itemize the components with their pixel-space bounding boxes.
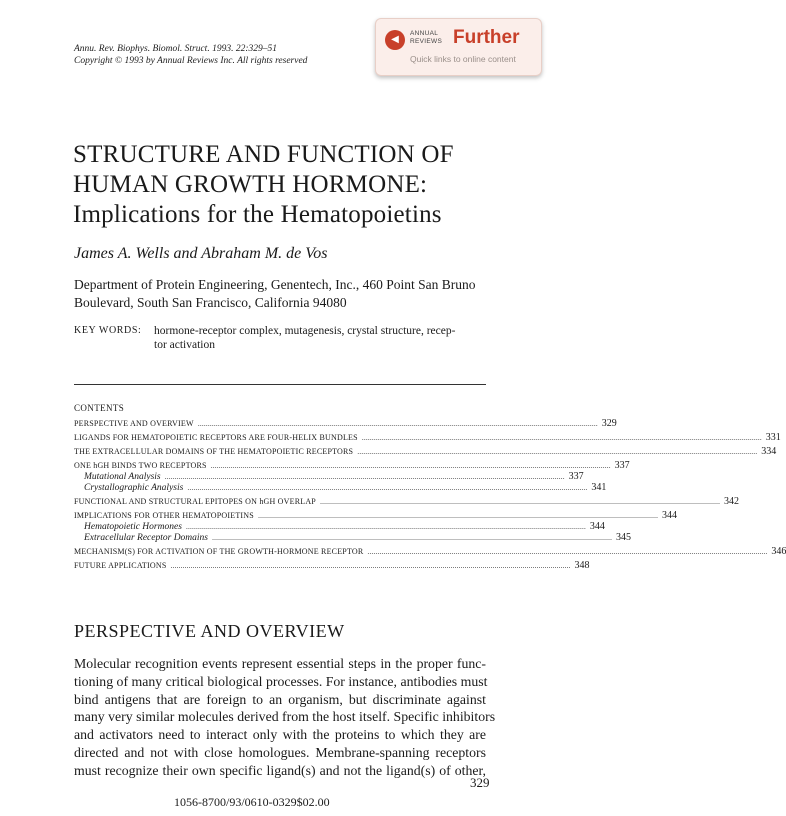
toc-entry-page: 334 (761, 446, 777, 457)
toc-entry[interactable] (74, 546, 786, 557)
toc-leader-dots: ........................................................................................................................................................................................................ (257, 511, 658, 520)
play-arrow-icon: ◀ (385, 30, 405, 50)
toc-entry-page: 329 (601, 418, 617, 429)
authors: James A. Wells and Abraham M. de Vos (74, 245, 328, 262)
body-line: Molecular recognition events represent essential steps in the proper func- (74, 656, 486, 671)
toc-leader-dots: ........................................................................................................................................................................................................ (212, 533, 613, 542)
badge-annual-label: ANNUAL (410, 30, 439, 37)
page-number: 329 (470, 775, 490, 790)
body-line: bind antigens that are foreign to an organism, but discriminate against (74, 691, 486, 707)
toc-entry-label: LIGANDS FOR HEMATOPOIETIC RECEPTORS ARE FOUR-HELIX BUNDLES (74, 433, 358, 442)
toc-leader-dots: ........................................................................................................................................................................................................ (357, 447, 758, 456)
title-line-1: STRUCTURE AND FUNCTION OF (73, 141, 454, 168)
toc-entry[interactable] (74, 496, 739, 507)
toc-entry-label: PERSPECTIVE AND OVERVIEW (74, 419, 194, 428)
toc-entry[interactable] (74, 482, 607, 493)
toc-leader-dots: ........................................................................................................................................................................................................ (164, 472, 565, 481)
toc-entry-page: 337 (614, 460, 630, 471)
toc-leader-dots: ........................................................................................................................................................................................................ (319, 497, 720, 506)
toc-entry-label: Crystallographic Analysis (84, 483, 184, 493)
toc-entry[interactable] (74, 560, 590, 571)
toc-leader-dots: ........................................................................................................................................................................................................ (185, 522, 586, 531)
toc-entry-page: 344 (589, 521, 605, 532)
toc-entry[interactable] (74, 471, 584, 482)
journal-citation: Annu. Rev. Biophys. Biomol. Struct. 1993. 22:329–51 (74, 44, 277, 54)
body-line: tioning of many critical biological processes. For instance, antibodies must (74, 673, 488, 689)
toc-leader-dots: ........................................................................................................................................................................................................ (187, 483, 588, 492)
body-line: many very similar molecules derived from the host itself. Specific inhibitors (74, 709, 496, 725)
toc-leader-dots: ........................................................................................................................................................................................................ (210, 461, 611, 470)
toc-entry-label: MECHANISM(S) FOR ACTIVATION OF THE GROWTH-HORMONE RECEPTOR (74, 547, 364, 556)
toc-entry[interactable] (74, 510, 677, 521)
title-line-2: HUMAN GROWTH HORMONE: (73, 171, 428, 198)
keywords-line-1: hormone-receptor complex, mutagenesis, crystal structure, recep- (154, 325, 456, 337)
footer-issn: 1056-8700/93/0610-0329$02.00 (174, 795, 330, 809)
toc-entry[interactable] (74, 432, 781, 443)
further-badge[interactable] (375, 18, 542, 76)
keywords-line-2: tor activation (154, 339, 215, 351)
toc-leader-dots: ........................................................................................................................................................................................................ (361, 433, 762, 442)
toc-entry-page: 342 (723, 496, 739, 507)
toc-entry[interactable] (74, 418, 617, 429)
toc-entry-page: 337 (568, 471, 584, 482)
toc-entry[interactable] (74, 532, 632, 543)
badge-reviews-label: REVIEWS (410, 38, 443, 45)
divider-rule (74, 384, 486, 385)
body-line: must recognize their own specific ligand(s) and not the ligand(s) of other, (74, 762, 486, 778)
toc-entry-label: Mutational Analysis (84, 472, 161, 482)
toc-entry-page: 348 (574, 560, 590, 571)
toc-entry-label: ONE hGH BINDS TWO RECEPTORS (74, 461, 207, 470)
toc-leader-dots: ........................................................................................................................................................................................................ (170, 561, 571, 570)
toc-entry-page: 346 (771, 546, 786, 557)
toc-leader-dots: ........................................................................................................................................................................................................ (197, 419, 598, 428)
body-line: and activators need to interact only with the proteins to which they are (74, 727, 486, 743)
body-paragraph (74, 655, 496, 780)
toc-entry-page: 344 (661, 510, 677, 521)
toc-entry-label: FUTURE APPLICATIONS (74, 561, 167, 570)
section-heading: PERSPECTIVE AND OVERVIEW (74, 621, 345, 641)
toc-entry-label: THE EXTRACELLULAR DOMAINS OF THE HEMATOPOIETIC RECEPTORS (74, 447, 354, 456)
badge-tagline: Quick links to online content (410, 54, 516, 64)
title-line-3: Implications for the Hematopoietins (73, 201, 442, 228)
toc-entry-label: Hematopoietic Hormones (84, 522, 182, 532)
toc-entry-page: 341 (591, 482, 607, 493)
keywords-label: KEY WORDS: (74, 325, 142, 336)
affiliation-line-1: Department of Protein Engineering, Genentech, Inc., 460 Point San Bruno (74, 277, 476, 292)
toc-entry[interactable] (74, 521, 605, 532)
toc-entry-label: FUNCTIONAL AND STRUCTURAL EPITOPES ON hGH OVERLAP (74, 497, 316, 506)
badge-brand: Further (453, 27, 520, 48)
toc-leader-dots: ........................................................................................................................................................................................................ (367, 547, 768, 556)
body-line: directed and not with close homologues. Membrane-spanning receptors (74, 744, 486, 760)
toc-entry-label: Extracellular Receptor Domains (84, 533, 209, 543)
toc-entry-page: 331 (765, 432, 781, 443)
copyright-line: Copyright © 1993 by Annual Reviews Inc. All rights reserved (74, 56, 308, 66)
affiliation-line-2: Boulevard, South San Francisco, California 94080 (74, 295, 347, 310)
toc-entry[interactable] (74, 460, 630, 471)
toc-entry-page: 345 (616, 532, 632, 543)
toc-entry-label: IMPLICATIONS FOR OTHER HEMATOPOIETINS (74, 511, 254, 520)
contents-heading: CONTENTS (74, 403, 125, 413)
toc-entry[interactable] (74, 446, 777, 457)
